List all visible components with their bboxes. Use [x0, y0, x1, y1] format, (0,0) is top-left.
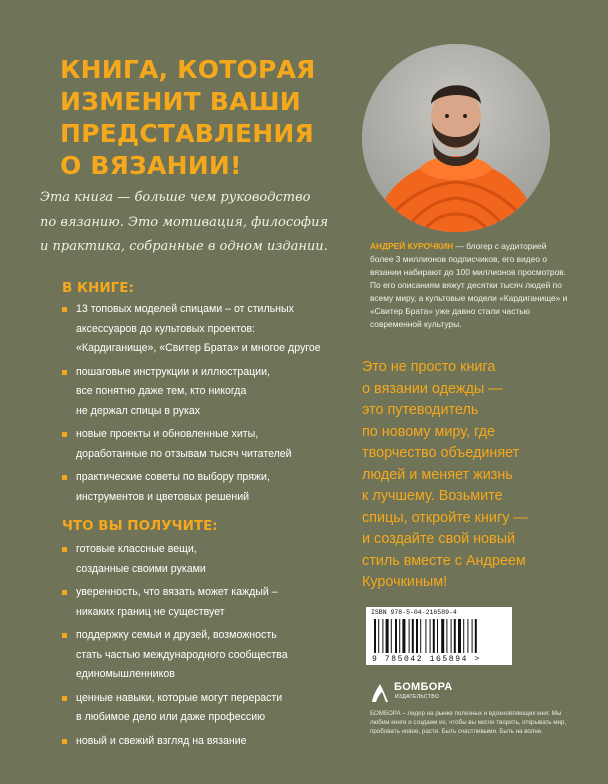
isbn-text: ISBN 978-5-04-216589-4 [371, 609, 457, 616]
barcode-bar [451, 619, 452, 653]
quote-line: к лучшему. Возьмите [362, 488, 503, 504]
intro-line: и практика, собранные в одном издании. [40, 239, 328, 254]
barcode-bar [467, 619, 468, 653]
intro-text [40, 186, 360, 260]
you-get-title: ЧТО ВЫ ПОЛУЧИТЕ: [62, 518, 218, 534]
quote-line: и создайте свой новый [362, 531, 516, 547]
author-photo [362, 44, 550, 232]
barcode-bar [378, 619, 379, 653]
barcode-bar [463, 619, 464, 653]
barcode-bar [382, 619, 383, 653]
quote-line: творчество объединяет [362, 445, 520, 461]
barcode-bar [472, 619, 473, 653]
barcode-bar [402, 619, 405, 653]
quote-line: стиль вместе с Андреем [362, 552, 526, 569]
promo-quote [362, 357, 598, 594]
barcode-bar [386, 619, 389, 653]
headline-line: КНИГА, КОТОРАЯ [60, 55, 316, 84]
barcode-bar [425, 619, 426, 653]
list-item: практические советы по выбору пряжи, инструментов и цветовых решений [62, 468, 352, 507]
headline [60, 54, 360, 182]
barcode-bar [374, 619, 376, 653]
in-book-title: В КНИГЕ: [62, 280, 134, 296]
barcode [366, 607, 512, 665]
barcode-bar [446, 619, 447, 653]
barcode-number: 9 785042 165894 > [372, 655, 481, 664]
quote-line: Курочкиным! [362, 574, 448, 590]
list-item: пошаговые инструкции и иллюстрации, все понятно даже тем, кто никогда не держал спицы в руках [62, 363, 352, 422]
quote-line: людей и меняет жизнь [362, 466, 513, 483]
barcode-bar [437, 619, 438, 653]
author-bio-text: — блогер с аудиторией более 3 миллионов подписчиков, его видео о вязании набирают до 100 миллионов просмотров. По его описаниям вяжут десятки тысяч людей по всему миру, а культовые модели «Кардиганище» и «Свитер Брата» уже давно стали частью современной культуры. [370, 241, 568, 329]
publisher-subtitle: ИЗДАТЕЛЬСТВО [395, 694, 440, 700]
in-book-list [62, 300, 352, 511]
barcode-bar [430, 619, 431, 653]
headline-line: ИЗМЕНИТ ВАШИ [60, 87, 301, 116]
barcode-bar [420, 619, 421, 653]
barcode-bar [391, 619, 392, 653]
barcode-bar [441, 619, 444, 653]
publisher-tagline: БОМБОРА – лидер на рынке полезных и вдохновляющих книг. Мы любим книги и создаем их, чтобы вы могли творить, открывать мир, пробовать новое, расти. Быть счастливыми. Быть на волне. [370, 710, 567, 735]
barcode-bar [409, 619, 410, 653]
list-item: уверенность, что вязать может каждый – никаких границ не существует [62, 583, 352, 622]
barcode-bar [395, 619, 397, 653]
author-name: АНДРЕЙ КУРОЧКИН [370, 241, 454, 251]
list-item: ценные навыки, которые могут перерасти в любимое дело или даже профессию [62, 689, 352, 728]
barcode-bar [416, 619, 418, 653]
headline-line: О ВЯЗАНИИ! [60, 151, 242, 180]
barcode-bar [454, 619, 456, 653]
barcode-bar [399, 619, 400, 653]
list-item: поддержку семьи и друзей, возможность стать частью международного сообщества единомышленников [62, 626, 352, 685]
list-item: новые проекты и обновленные хиты, доработанные по отзывам тысяч читателей [62, 425, 352, 464]
quote-line: по новому миру, где [362, 423, 496, 440]
author-portrait [362, 44, 550, 232]
list-item: новый и свежий взгляд на вязание [62, 732, 352, 752]
list-item: готовые классные вещи, созданные своими руками [62, 540, 352, 579]
quote-line: спицы, откройте книгу — [362, 509, 528, 526]
you-get-list [62, 540, 352, 755]
barcode-bar [412, 619, 414, 653]
barcode-bar [458, 619, 461, 653]
quote-line: это путеводитель [362, 402, 479, 418]
barcode-bar [433, 619, 435, 653]
author-bio [370, 240, 570, 331]
publisher-name: БОМБОРА [394, 681, 453, 693]
quote-line: Это не просто книга [362, 359, 496, 375]
list-item: 13 топовых моделей спицами – от стильных аксессуаров до культовых проектов: «Кардиганище», «Свитер Брата» и многое другое [62, 300, 352, 359]
intro-line: Эта книга — больше чем руководство [40, 190, 311, 205]
quote-line: о вязании одежды — [362, 380, 503, 397]
intro-line: по вязанию. Это мотивация, философия [40, 214, 329, 230]
barcode-bar [475, 619, 477, 653]
headline-line: ПРЕДСТАВЛЕНИЯ [60, 119, 314, 148]
